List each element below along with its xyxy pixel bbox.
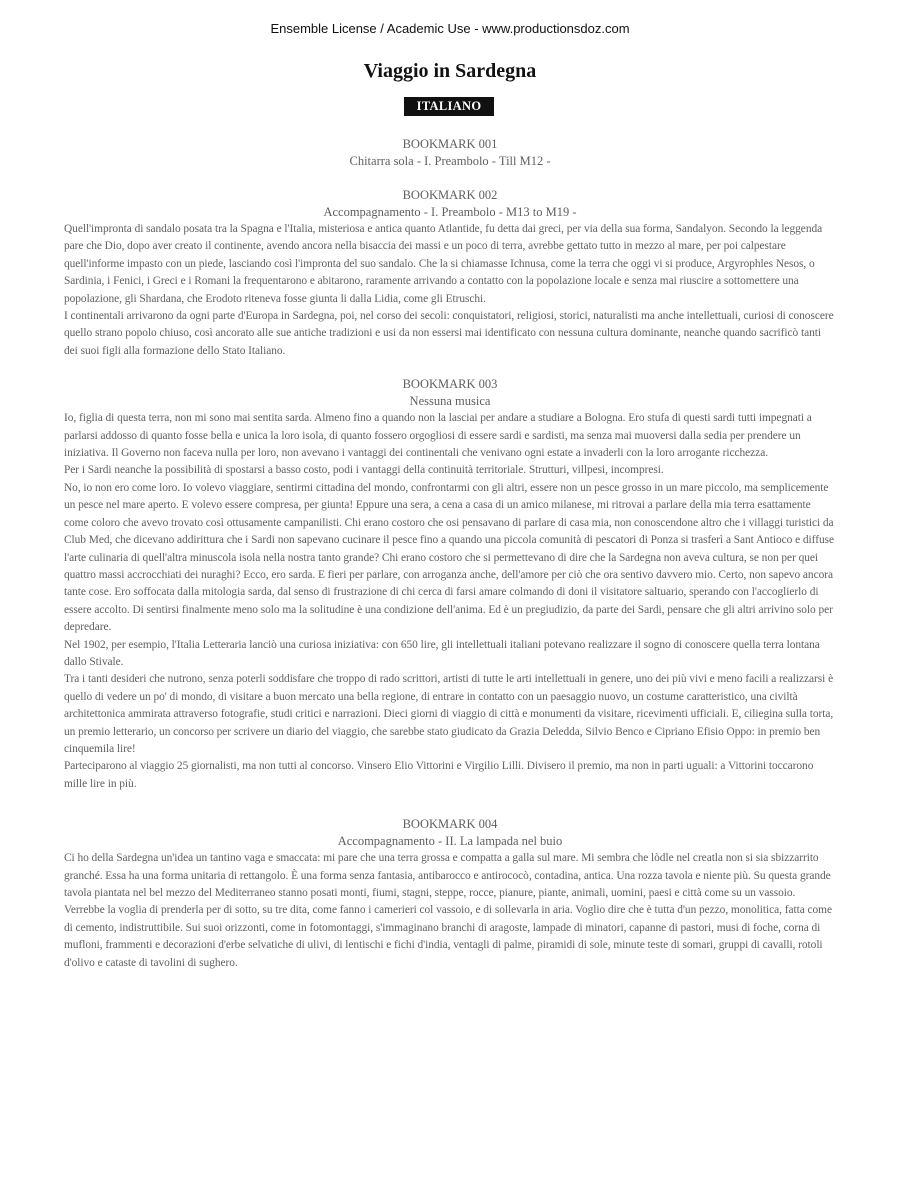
body-paragraph: I continentali arrivarono da ogni parte d'Europa in Sardegna, poi, nel corso dei secoli: conquistatori, religiosi, storici, naturalisti ma anche intellettuali, curiosi di conoscere quello strano popolo chiuso, così ancorato alle sue antiche tradizioni e usi da non essersi mai identificato con nessuna cultura dominante, neanche quando sacrificò tanti dei suoi figli alla formazione dello Stato Italiano. xyxy=(64,310,834,357)
bookmark-heading: BOOKMARK 003 xyxy=(402,377,498,392)
body-paragraph: Ci ho della Sardegna un'idea un tantino vaga e smaccata: mi pare che una terra grossa e compatta a galla sul mare. Mi sembra che lòdle nel creatla non si sia sbizzarrito granché. Essa ha una forma unitaria di rettangolo. È una forma senza fantasia, antibarocco e antirococò, contadina, antica. Una rozza tavola e niente più. Su questa grande tavola piantata nel bel mezzo del Mediterraneo stanno posati monti, fiumi, stagni, steppe, rocce, pianure, piante, animali, uomini, paesi e città come su un vassoio. Verrebbe la voglia di prenderla per di sotto, su tre dita, come fanno i camerieri col vassoio, e di sollevarla in aria. Voglio dire che è tutta d'un pezzo, monolitica, fatta come di cemento, indistruttibile. Sui suoi orizzonti, come in fotomontaggi, s'immaginano branchi di aragoste, lampade di minatori, capanne di pastori, musi di foche, corna di mufloni, frammenti e decorazioni d'erbe selvatiche di ulivi, di lentischi e fichi d'india, ventagli di palme, piramidi di sole, minute teste di somari, gruppi di cavalli, rotoli d'olivo e cataste di tavolini di sughero. xyxy=(64,852,832,969)
bookmark-subheading: Chitarra sola - I. Preambolo - Till M12 - xyxy=(349,154,551,168)
body-paragraph: Nel 1902, per esempio, l'Italia Letteraria lanciò una curiosa iniziativa: con 650 lire, gli intellettuali italiani potevano realizzare il sogno di conoscere quella terra lontana dallo Stivale. xyxy=(64,638,820,668)
bookmark-heading: BOOKMARK 001 xyxy=(402,137,498,151)
document-body xyxy=(64,136,836,985)
body-paragraph: Tra i tanti desideri che nutrono, senza poterli soddisfare che troppo di rado scrittori, artisti di tutte le arti intellettuali in genere, uno dei più vivi e meno facili a realizzarsi è quello di vedere un po' di mondo, di visitare a buon mercato una bella regione, di entrare in contatto con un paesaggio nuovo, un costume caratteristico, una civiltà architettonica ammirata attraverso fotografie, studi critici e narrazioni. Dieci giorni di viaggio di città e monumenti da visitare, ricevimenti ufficiali. E, ciliegina sulla torta, un premio letterario, un concorso per scrivere un diario del viaggio, che sarebbe stato giudicato da Grazia Deledda, Silvio Benco e Cipriano Efisio Oppo: in premio ben cinquemila lire! xyxy=(64,673,834,755)
license-notice: Ensemble License / Academic Use - www.productionsdoz.com xyxy=(270,21,630,36)
page-title: Viaggio in Sardegna xyxy=(363,60,537,82)
bookmark-heading: BOOKMARK 004 xyxy=(402,817,498,832)
bookmark-heading: BOOKMARK 002 xyxy=(402,188,498,202)
bookmark-subheading: Accompagnamento - II. La lampada nel buio xyxy=(337,834,563,849)
bookmark-002-section xyxy=(64,187,836,360)
body-paragraph: Parteciparono al viaggio 25 giornalisti, ma non tutti al concorso. Vinsero Elio Vittorini e Virgilio Lilli. Divisero il premio, ma non in parti uguali: a Vittorini toccarono mille lire in più. xyxy=(64,760,814,790)
language-badge: ITALIANO xyxy=(404,97,494,116)
body-paragraph: Quell'impronta di sandalo posata tra la Spagna e l'Italia, misteriosa e antica quanto Atlantide, fu detta dai greci, per via della sua forma, Sandalyon. Secondo la leggenda pare che Dio, dopo aver creato il continente, avendo ancora nella bisaccia dei massi e un poco di terra, avrebbe gettato tutto in mezzo al mare, per poi calpestare quell'informe impasto con un piede, lasciando così l'impronta del suo sandalo. Che la si chiamasse Ichnusa, come la terra che oggi vi si produce, Argyrophles Nesos, o Sardinia, i Fenici, i Greci e i Romani la frequentarono e abitarono, raramente arrivando a contatto con la popolazione locale e senza mai riuscire a sottomettere una popolazione, gli Shardana, che Erodoto riteneva fosse giunta li dalla Lidia, come gli Etruschi. xyxy=(64,223,823,305)
bookmark-001-section xyxy=(64,136,836,170)
bookmark-004-section xyxy=(64,816,836,972)
body-paragraph: Per i Sardi neanche la possibilità di spostarsi a basso costo, podi i vantaggi della continuità territoriale. Strutturi, villpesi, incompresi. xyxy=(64,464,664,477)
bookmark-subheading: Nessuna musica xyxy=(409,394,491,409)
body-paragraph: No, io non ero come loro. Io volevo viaggiare, sentirmi cittadina del mondo, confrontarmi con gli altri, essere non un pesce grosso in un mare piccolo, ma semplicemente un pesce nel mare aperto. E volevo essere compresa, per giunta! Eppure una sera, a cena a casa di un amico milanese, mi ritrovai a parlare della mia terra esattamente come coloro che avevo trovato così ottusamente campanilisti. Chi erano costoro che osi pensavano di parlare di casa mia, non conoscendone altro che i villaggi turistici da Club Med, che dicevano addirittura che i Sardi non sapevano cucinare il pesce fino a quando una piccola comunità di pescatori di Ponza si trasferì a Sant Antioco e diffuse l'arte culinaria di quell'altra minuscola isola nella nostra tanto grande? Chi erano costoro che si permettevano di dire che la Sardegna non aveva cultura, se non per quei quattro massi accrocchiati dei nuraghi? Ecco, ero sarda. E fieri per parlare, con arroganza anche, dell'amore per ciò che ora sentivo davvero mio. Certo, non sapevo ancora tante cose. Ero soffocata dalla mitologia sarda, dal senso di frustrazione di chi cerca di farsi amare colmando di doni il visitatore saltuario, sperando con l'accoglierlo di essere accolto. Di sentirsi finalmente meno solo ma la solitudine è una condizione dell'anima. Ed è un pregiudizio, da parte dei Sardi, pensare che gli altri arrivino solo per depredare. xyxy=(64,481,834,634)
body-paragraph: Io, figlia di questa terra, non mi sono mai sentita sarda. Almeno fino a quando non la lasciai per andare a studiare a Bologna. Ero stufa di questi sardi tutti impegnati a parlarsi addosso di quanto fosse bella e unica la loro isola, di quanto fossero orgogliosi di essere sardi e sardisti, ma senza mai muoversi dalla sedia per prendere un iniziativa. Il Governo non faceva nulla per loro, non avevano i vantaggi dei continentali che venivano ogni estate a invaderli con la loro arrogante ricchezza. xyxy=(64,412,812,460)
bookmark-subheading: Accompagnamento - I. Preambolo - M13 to M19 - xyxy=(323,205,577,219)
bookmark-003-section xyxy=(64,376,836,793)
